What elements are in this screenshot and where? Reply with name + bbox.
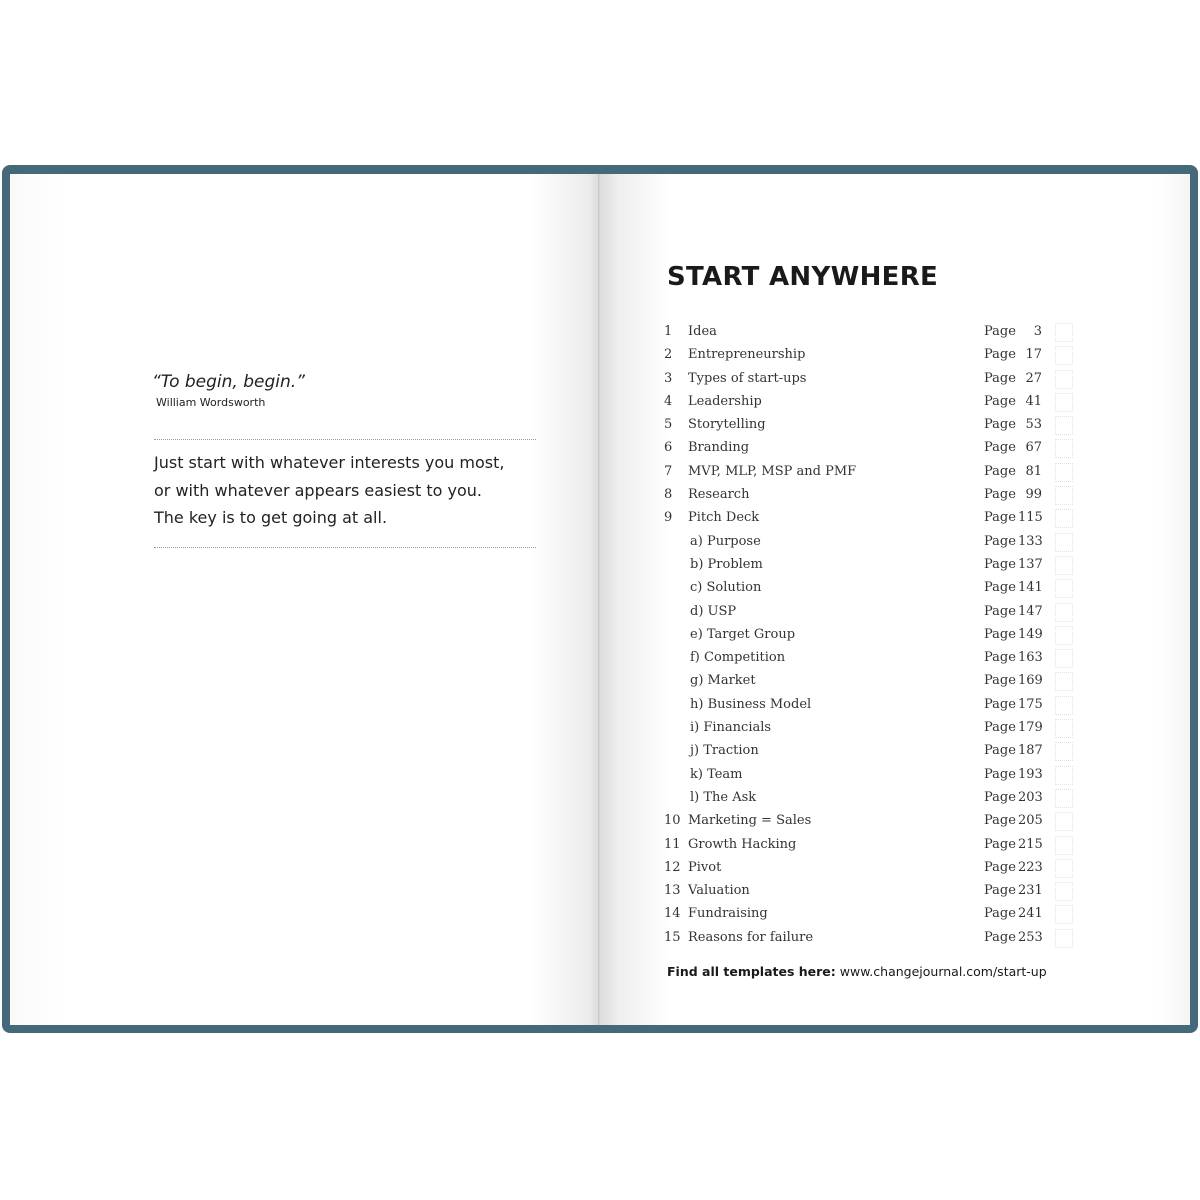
toc-page-number: 141 [1018, 580, 1043, 596]
toc-row [664, 531, 1064, 554]
toc-row [664, 787, 1064, 810]
toc-row [664, 507, 1064, 530]
toc-page-word: Page [984, 393, 1016, 409]
toc-row [664, 437, 1064, 460]
toc-page-word: Page [984, 673, 1016, 689]
toc-page-number: 147 [1018, 603, 1043, 619]
toc-page-word: Page [984, 906, 1016, 922]
toc-page-number: 149 [1018, 626, 1043, 642]
footer-url: www.changejournal.com/start-up [839, 964, 1047, 979]
toc-checkbox [1055, 882, 1073, 901]
toc-row [664, 857, 1064, 880]
toc-row [664, 624, 1064, 647]
toc-checkbox [1055, 836, 1073, 855]
toc-row [664, 717, 1064, 740]
body-line-3: The key is to get going at all. [154, 508, 388, 527]
toc-label: d) USP [690, 603, 737, 619]
toc-checkbox [1055, 346, 1073, 365]
toc-page-word: Page [984, 696, 1016, 712]
toc-row [664, 368, 1064, 391]
toc-checkbox [1055, 672, 1073, 691]
toc-label: Entrepreneurship [688, 347, 806, 363]
footer-label: Find all templates here: [667, 964, 836, 979]
toc-page-word: Page [984, 813, 1016, 829]
toc-checkbox [1055, 696, 1073, 715]
toc-page-number: 193 [1018, 766, 1043, 782]
toc-page-number: 253 [1018, 929, 1043, 945]
toc-checkbox [1055, 766, 1073, 785]
toc-page-word: Page [984, 440, 1016, 456]
toc-page-number: 215 [1018, 836, 1043, 852]
table-of-contents [664, 321, 1064, 950]
toc-page-number: 187 [1018, 743, 1043, 759]
toc-page-number: 115 [1018, 510, 1043, 526]
toc-row [664, 694, 1064, 717]
toc-number: 11 [664, 836, 681, 852]
toc-page-number: 53 [1025, 417, 1042, 433]
toc-label: Types of start-ups [688, 370, 807, 386]
toc-number: 4 [664, 393, 673, 409]
toc-row [664, 391, 1064, 414]
toc-checkbox [1055, 603, 1073, 622]
toc-page-word: Page [984, 720, 1016, 736]
toc-page-number: 203 [1018, 789, 1043, 805]
toc-page-number: 231 [1018, 883, 1043, 899]
toc-checkbox [1055, 323, 1073, 342]
toc-label: Pitch Deck [688, 510, 760, 526]
toc-row [664, 670, 1064, 693]
toc-page-word: Page [984, 417, 1016, 433]
toc-number: 7 [664, 463, 673, 479]
toc-number: 1 [664, 324, 673, 339]
toc-label: b) Problem [690, 556, 763, 572]
toc-page-number: 179 [1018, 720, 1043, 736]
toc-number: 6 [664, 440, 673, 456]
toc-label: Leadership [688, 393, 762, 409]
toc-label: f) Competition [690, 650, 786, 666]
toc-checkbox [1055, 626, 1073, 645]
toc-checkbox [1055, 719, 1073, 738]
toc-number: 9 [664, 510, 673, 526]
toc-page-word: Page [984, 859, 1016, 875]
toc-page-number: 99 [1025, 487, 1042, 503]
toc-label: Valuation [688, 883, 750, 899]
toc-checkbox [1055, 486, 1073, 505]
toc-row [664, 903, 1064, 926]
toc-page-word: Page [984, 347, 1016, 363]
page-title: START ANYWHERE [667, 262, 939, 292]
toc-checkbox [1055, 929, 1073, 948]
body-line-1: Just start with whatever interests you most, [154, 453, 505, 472]
quote-text: “To begin, begin.” [152, 372, 305, 392]
toc-page-word: Page [984, 789, 1016, 805]
toc-label: l) The Ask [690, 789, 757, 805]
toc-row [664, 414, 1064, 437]
toc-page-word: Page [984, 766, 1016, 782]
toc-row [664, 461, 1064, 484]
toc-number: 12 [664, 859, 681, 875]
toc-page-number: 81 [1025, 463, 1042, 479]
toc-row [664, 880, 1064, 903]
toc-number: 13 [664, 883, 681, 899]
toc-number: 8 [664, 487, 673, 503]
toc-page-number: 241 [1018, 906, 1043, 922]
toc-label: Reasons for failure [688, 929, 814, 945]
toc-row [664, 554, 1064, 577]
toc-row [664, 764, 1064, 787]
toc-label: c) Solution [690, 580, 762, 596]
toc-label: h) Business Model [690, 696, 812, 712]
toc-label: g) Market [690, 673, 756, 689]
toc-page-word: Page [984, 510, 1016, 526]
toc-row [664, 834, 1064, 857]
toc-number: 2 [664, 347, 673, 363]
dotted-divider-bottom [154, 547, 536, 548]
toc-page-number: 175 [1018, 696, 1043, 712]
toc-checkbox [1055, 905, 1073, 924]
toc-row [664, 740, 1064, 763]
toc-label: Marketing = Sales [688, 813, 812, 829]
toc-row [664, 810, 1064, 833]
toc-label: Idea [688, 324, 717, 339]
toc-checkbox [1055, 416, 1073, 435]
book-gutter [598, 174, 602, 1025]
toc-checkbox [1055, 439, 1073, 458]
toc-label: j) Traction [690, 743, 759, 759]
toc-page-number: 169 [1018, 673, 1043, 689]
toc-checkbox [1055, 393, 1073, 412]
quote-author: William Wordsworth [156, 396, 266, 409]
toc-page-number: 3 [1033, 324, 1042, 339]
toc-checkbox [1055, 370, 1073, 389]
toc-row [664, 647, 1064, 670]
toc-page-word: Page [984, 533, 1016, 549]
dotted-divider-top [154, 439, 536, 440]
toc-page-word: Page [984, 743, 1016, 759]
toc-row [664, 927, 1064, 950]
toc-label: Fundraising [688, 906, 768, 922]
toc-page-word: Page [984, 324, 1016, 339]
toc-row [664, 601, 1064, 624]
templates-footer [667, 964, 1047, 979]
toc-label: i) Financials [690, 720, 772, 736]
toc-checkbox [1055, 789, 1073, 808]
toc-page-word: Page [984, 463, 1016, 479]
toc-label: a) Purpose [690, 533, 761, 549]
toc-page-word: Page [984, 603, 1016, 619]
toc-page-word: Page [984, 883, 1016, 899]
toc-label: Storytelling [688, 417, 766, 433]
toc-checkbox [1055, 649, 1073, 668]
toc-checkbox [1055, 556, 1073, 575]
toc-page-number: 27 [1025, 370, 1042, 386]
toc-checkbox [1055, 579, 1073, 598]
toc-label: Branding [688, 440, 750, 456]
toc-page-number: 205 [1018, 813, 1043, 829]
toc-number: 15 [664, 929, 681, 945]
toc-label: e) Target Group [690, 626, 796, 642]
toc-page-number: 67 [1025, 440, 1042, 456]
toc-checkbox [1055, 742, 1073, 761]
toc-label: Pivot [688, 859, 722, 875]
toc-label: MVP, MLP, MSP and PMF [688, 463, 857, 479]
toc-label: Growth Hacking [688, 836, 797, 852]
toc-page-word: Page [984, 836, 1016, 852]
toc-page-number: 223 [1018, 859, 1043, 875]
toc-row [664, 344, 1064, 367]
toc-row [664, 484, 1064, 507]
toc-row [664, 321, 1064, 344]
toc-label: Research [688, 487, 750, 503]
left-page [10, 174, 600, 1025]
toc-page-word: Page [984, 370, 1016, 386]
body-line-2: or with whatever appears easiest to you. [154, 481, 482, 500]
toc-number: 5 [664, 417, 673, 433]
toc-page-word: Page [984, 580, 1016, 596]
toc-page-number: 137 [1018, 556, 1043, 572]
toc-page-number: 133 [1018, 533, 1043, 549]
toc-number: 3 [664, 370, 673, 386]
toc-page-word: Page [984, 929, 1016, 945]
toc-checkbox [1055, 533, 1073, 552]
toc-number: 14 [664, 906, 681, 922]
toc-page-number: 41 [1025, 393, 1042, 409]
toc-page-number: 17 [1025, 347, 1042, 363]
toc-page-word: Page [984, 650, 1016, 666]
toc-checkbox [1055, 859, 1073, 878]
toc-label: k) Team [690, 766, 743, 782]
toc-number: 10 [664, 813, 681, 829]
toc-page-word: Page [984, 556, 1016, 572]
toc-page-word: Page [984, 626, 1016, 642]
toc-page-word: Page [984, 487, 1016, 503]
toc-row [664, 577, 1064, 600]
toc-checkbox [1055, 463, 1073, 482]
toc-checkbox [1055, 509, 1073, 528]
toc-page-number: 163 [1018, 650, 1043, 666]
toc-checkbox [1055, 812, 1073, 831]
